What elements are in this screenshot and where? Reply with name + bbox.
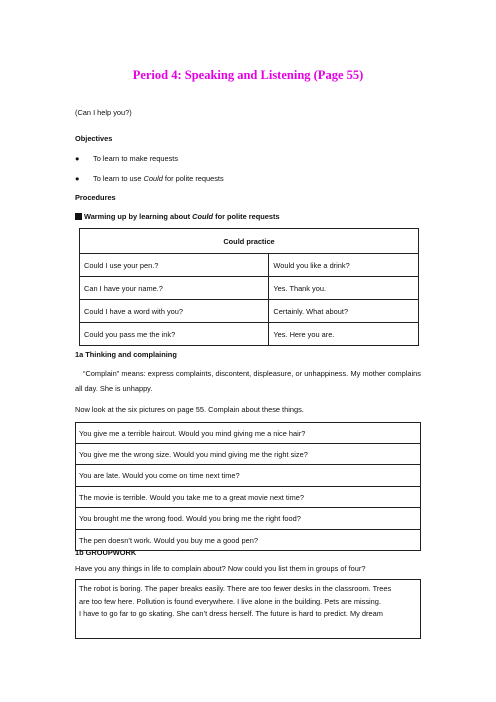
table-cell: Yes. Thank you. (269, 277, 419, 300)
subtitle: (Can I help you?) (75, 108, 132, 117)
procedures-heading: Procedures (75, 193, 116, 202)
table-row (80, 277, 419, 300)
section-1b-instruction: Have you any things in life to complain about? Now could you list them in groups of four? (75, 564, 366, 573)
table-row (80, 254, 419, 277)
table-header: Could practice (80, 229, 419, 254)
objectives-heading: Objectives (75, 134, 113, 143)
section-1b-heading: 1b GROUPWORK (75, 548, 137, 557)
table-cell: Could I use your pen.? (80, 254, 269, 277)
complaint-boxes (75, 422, 421, 551)
warmup-heading: Warming up by learning about Could for polite requests (75, 212, 280, 221)
groupwork-line: are too few here. Pollution is found everywhere. I live alone in the building. Pets are missing. (79, 596, 381, 606)
table-header-row (80, 229, 419, 254)
complaint-box: The movie is terrible. Would you take me to a great movie next time? (75, 487, 421, 509)
complaint-box: The pen doesn’t work. Would you buy me a good pen? (75, 530, 421, 552)
table-cell: Could you pass me the ink? (80, 323, 269, 346)
section-1a-instruction: Now look at the six pictures on page 55. Complain about these things. (75, 405, 304, 414)
table-row (80, 323, 419, 346)
complaint-box: You give me the wrong size. Would you mind giving me the right size? (75, 444, 421, 466)
groupwork-box (75, 579, 421, 639)
could-practice-table (79, 228, 419, 346)
table-cell: Could I have a word with you? (80, 300, 269, 323)
table-cell: Certainly. What about? (269, 300, 419, 323)
groupwork-line: I have to go far to go skating. She can’t dress herself. The future is hard to predict. My dream (79, 609, 383, 619)
groupwork-line: The robot is boring. The paper breaks easily. There are too fewer desks in the classroom. Trees (79, 584, 392, 593)
section-1a-heading: 1a Thinking and complaining (75, 350, 177, 359)
bullet-icon: ● (75, 174, 80, 183)
complaint-box: You give me a terrible haircut. Would you mind giving me a nice hair? (75, 422, 421, 444)
objective-item: ● To learn to use Could for polite requests (75, 174, 224, 183)
bullet-icon: ● (75, 154, 80, 163)
table-row (80, 300, 419, 323)
page-title: Period 4: Speaking and Listening (Page 55) (132, 68, 364, 82)
complaint-box: You are late. Would you come on time next time? (75, 465, 421, 487)
table-cell: Can I have your name.? (80, 277, 269, 300)
objective-item: ● To learn to make requests (75, 154, 179, 163)
table-cell: Yes. Here you are. (269, 323, 419, 346)
table-cell: Would you like a drink? (269, 254, 419, 277)
complain-definition: “Complain” means: express complaints, discontent, displeasure, or unhappiness. My mother complains all day. She is unhappy. (75, 369, 421, 393)
square-bullet-icon (75, 213, 82, 220)
complaint-box: You brought me the wrong food. Would you bring me the right food? (75, 508, 421, 530)
